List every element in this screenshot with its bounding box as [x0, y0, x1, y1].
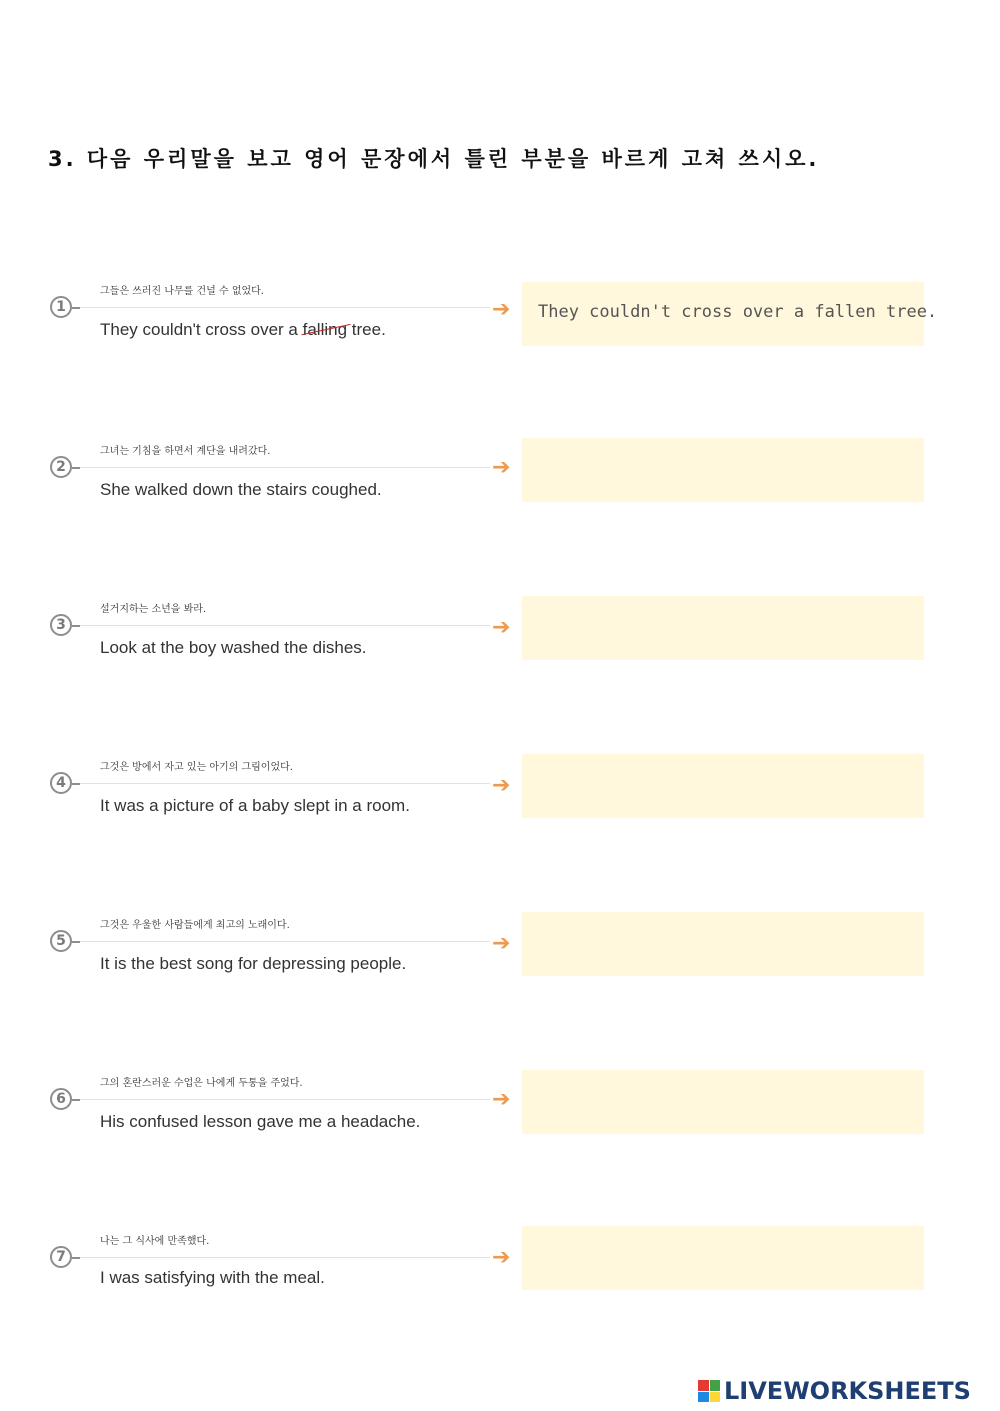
guide-line: [80, 941, 490, 942]
guide-line: [80, 625, 490, 626]
exercise-item-7: [0, 1230, 1000, 1320]
exercise-item-3: [0, 598, 1000, 688]
korean-sentence: 나는 그 식사에 만족했다.: [100, 1236, 210, 1247]
logo-mark-tile: [698, 1380, 709, 1391]
arrow-right-icon: ➔: [492, 297, 511, 322]
english-sentence: Look at the boy washed the dishes.: [100, 638, 367, 657]
guide-line: [80, 1099, 490, 1100]
guide-line: [80, 307, 490, 308]
logo-text: LIVEWORKSHEETS: [724, 1377, 971, 1405]
korean-sentence: 설거지하는 소년을 봐라.: [100, 604, 207, 615]
arrow-right-icon: ➔: [492, 1087, 511, 1112]
instruction-heading: 3. 다음 우리말을 보고 영어 문장에서 틀린 부분을 바르게 고쳐 쓰시오.: [48, 147, 820, 171]
exercise-item-1: [0, 280, 1000, 370]
guide-line: [80, 1257, 490, 1258]
logo-mark-tile: [710, 1380, 721, 1391]
item-number-badge: 6: [50, 1088, 72, 1110]
korean-sentence: 그들은 쓰러진 나무를 건널 수 없었다.: [100, 286, 264, 297]
item-number-badge: 3: [50, 614, 72, 636]
english-sentence: It was a picture of a baby slept in a room.: [100, 796, 410, 815]
korean-sentence: 그의 혼란스러운 수업은 나에게 두통을 주었다.: [100, 1078, 303, 1089]
item-number-badge: 7: [50, 1246, 72, 1268]
english-sentence: I was satisfying with the meal.: [100, 1268, 325, 1287]
badge-tail: [72, 1257, 80, 1259]
logo-mark-tile: [710, 1392, 721, 1403]
english-sentence-start: They couldn't cross over a: [100, 320, 303, 339]
arrow-right-icon: ➔: [492, 931, 511, 956]
korean-sentence: 그것은 우울한 사람들에게 최고의 노래이다.: [100, 920, 290, 931]
badge-tail: [72, 307, 80, 309]
answer-input[interactable]: [522, 754, 924, 818]
item-number-badge: 4: [50, 772, 72, 794]
item-number-badge: 5: [50, 930, 72, 952]
korean-sentence: 그것은 방에서 자고 있는 아기의 그림이었다.: [100, 762, 293, 773]
item-number-badge: 2: [50, 456, 72, 478]
badge-tail: [72, 783, 80, 785]
english-sentence-end: tree.: [347, 320, 386, 339]
exercise-item-5: [0, 914, 1000, 1004]
answer-input[interactable]: [522, 282, 938, 346]
badge-tail: [72, 625, 80, 627]
answer-input[interactable]: [522, 1070, 924, 1134]
logo-mark-icon: [698, 1380, 720, 1402]
english-sentence: [100, 320, 386, 340]
answer-input[interactable]: [522, 596, 924, 660]
english-sentence: His confused lesson gave me a headache.: [100, 1112, 421, 1131]
answer-input[interactable]: [522, 1226, 924, 1290]
guide-line: [80, 467, 490, 468]
exercise-item-2: [0, 440, 1000, 530]
arrow-right-icon: ➔: [492, 615, 511, 640]
answer-input[interactable]: [522, 438, 924, 502]
exercise-item-6: [0, 1072, 1000, 1162]
korean-sentence: 그녀는 기침을 하면서 계단을 내려갔다.: [100, 446, 271, 457]
struck-word: falling: [302, 320, 348, 339]
badge-tail: [72, 467, 80, 469]
exercise-item-4: [0, 756, 1000, 846]
english-sentence: It is the best song for depressing people.: [100, 954, 407, 973]
answer-input[interactable]: [522, 912, 924, 976]
english-sentence: She walked down the stairs coughed.: [100, 480, 382, 499]
liveworksheets-logo: [698, 1378, 971, 1404]
badge-tail: [72, 1099, 80, 1101]
logo-mark-tile: [698, 1392, 709, 1403]
guide-line: [80, 783, 490, 784]
arrow-right-icon: ➔: [492, 773, 511, 798]
badge-tail: [72, 941, 80, 943]
arrow-right-icon: ➔: [492, 455, 511, 480]
answer-text: They couldn't cross over a fallen tree.: [538, 302, 938, 322]
item-number-badge: 1: [50, 296, 72, 318]
arrow-right-icon: ➔: [492, 1245, 511, 1270]
